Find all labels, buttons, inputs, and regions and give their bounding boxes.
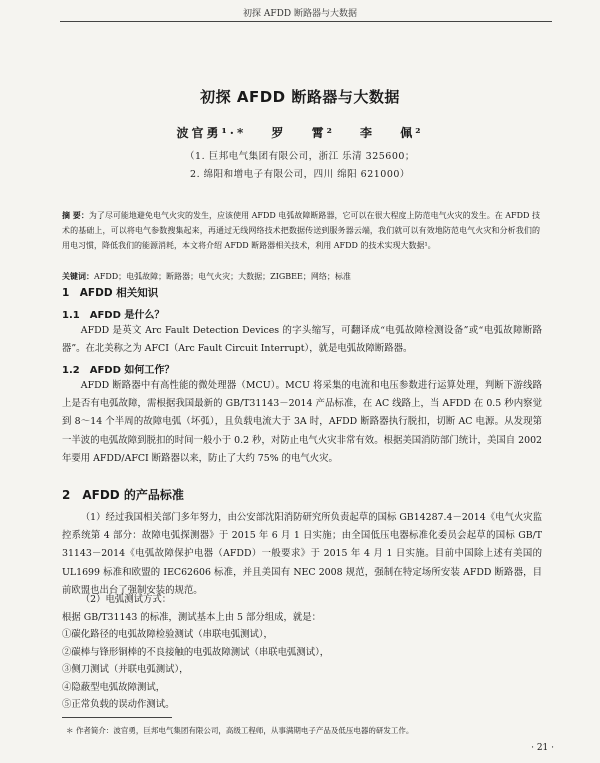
abstract: [62, 208, 540, 253]
header-rule: [60, 21, 552, 22]
author-line: 波官勇¹·* 罗 霄² 李 佩²: [176, 126, 424, 140]
section-heading-1: 1 AFDD 相关知识: [62, 287, 159, 299]
paragraph-2-1: （1）经过我国相关部门多年努力，由公安部沈阳消防研究所负责起草的国标 GB14287.4－2014《电气火灾监控系统第 4 部分：故障电弧探测器》于 2015 年 6 月 1 日实施；由全国低压电器标准化委员会起草的国标 GB/T 31143－2014《电弧故障保护电器（AFDD）一般要求》于 2015 年 4 月 1 日实施。目前中国除上述有美国的 UL1699 标准和欧盟的 IEC62606 标准，并且美国有 NEC 2008 规范，强制在特定场所安装 AFDD 断路器，目前欧盟也出台了强制安装的规范。: [62, 512, 542, 596]
footnote-rule: [62, 717, 172, 718]
list-item: ②碳棒与锋形铜棒的不良接触的电弧故障测试（串联电弧测试），: [62, 646, 330, 658]
article-title: 初探 AFDD 断路器与大数据: [200, 88, 400, 106]
affiliation-2: 2. 绵阳和增电子有限公司，四川 绵阳 621000）: [190, 169, 410, 180]
subsection-heading-1-2: 1.2 AFDD 如何工作？: [62, 365, 175, 376]
keywords: [62, 270, 540, 283]
test-method-list: [62, 609, 542, 713]
list-item: ⑤正常负载的误动作测试。: [62, 699, 175, 711]
affiliation-1: （1. 巨邦电气集团有限公司，浙江 乐清 325600；: [185, 151, 415, 162]
paragraph-2-2: （2）电弧测试方式：: [80, 594, 172, 605]
list-item: ③侧刀测试（并联电弧测试），: [62, 664, 189, 676]
abstract-text: 为了尽可能地避免电气火灾的发生，应该使用 AFDD 电弧故障断路器，它可以在很大程度上防范电气火灾的发生。在 AFDD 技术的基础上，可以将电气参数搜集起来，再通过无线网络技术把数据传送到服务器云端，我们就可以有效地防范电气火灾和分析我们的用电习惯，降低我们的能源消耗，本文将介绍 AFDD 断路器相关技术，利用 AFDD 的技术实现大数据¹。: [62, 211, 540, 250]
keywords-label: 关键词：: [62, 271, 94, 281]
list-item: 根据 GB/T31143 的标准，测试基本上由 5 部分组成，就是：: [62, 612, 321, 623]
list-item: ④隐蔽型电弧故障测试，: [62, 681, 166, 693]
list-item: ①碳化路径的电弧故障检验测试（串联电弧测试），: [62, 629, 273, 641]
author-footnote: ＊ 作者简介：波官勇，巨邦电气集团有限公司，高级工程师，从事满期电子产品及低压电器的研发工作。: [66, 726, 414, 735]
paragraph-1-2: AFDD 断路器中有高性能的微处理器（MCU）。MCU 将采集的电流和电压参数进行运算处理，判断下游线路上是否有电弧故障，需根据我国最新的 GB/T31143－2014 产品标准，在 AC 线路上，当 AFDD 在 0.5 秒内察觉到 8～14 个半周的故障电弧（坏弧），且负载电流大于 3A 时，AFDD 断路器执行脱扣，切断 AC 电源。从发现第一半波的电弧故障到脱扣的时间一般小于 0.2 秒，对防止电气火灾非常有效。根据美国消防部门统计，美国自 2002 年要用 AFDD/AFCI 断路器以来，防止了大约 75% 的电气火灾。: [62, 380, 542, 464]
paragraph-1-1: AFDD 是英文 Arc Fault Detection Devices 的字头缩写，可翻译成“电弧故障检测设备”或“电弧故障断路器”。在北美称之为 AFCI（Arc Fault Circuit Interrupt），就是电弧故障断路器。: [62, 325, 542, 355]
section-heading-2: 2 AFDD 的产品标准: [62, 488, 184, 502]
page-number: · 21 ·: [531, 743, 554, 753]
abstract-label: 摘 要：: [62, 210, 89, 220]
keywords-text: AFDD；电弧故障；断路器；电气火灾；大数据；ZIGBEE；网络；标准: [94, 272, 351, 281]
running-head: 初探 AFDD 断路器与大数据: [243, 9, 357, 19]
subsection-heading-1-1: 1.1 AFDD 是什么？: [62, 310, 165, 321]
